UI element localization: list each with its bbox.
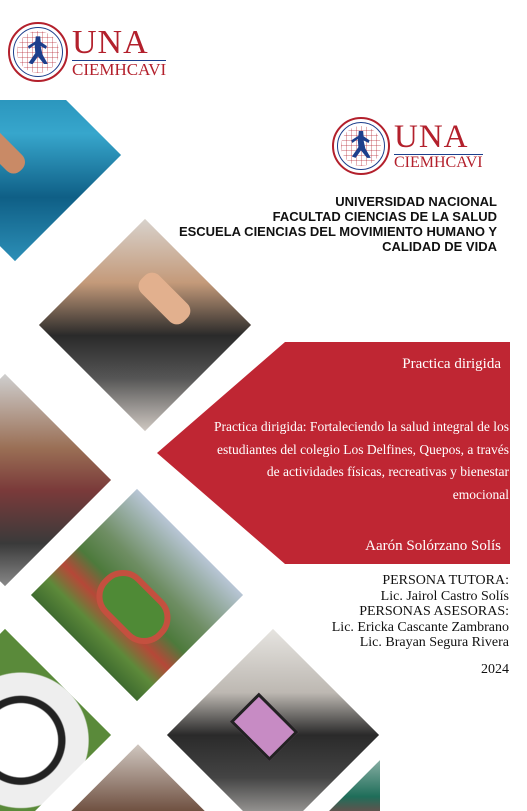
advisor-1-name: Lic. Ericka Cascante Zambrano	[331, 619, 509, 635]
advisor-2-name: Lic. Brayan Segura Rivera	[359, 635, 509, 650]
logo-wordmark	[394, 121, 483, 171]
photo-swimmer	[0, 100, 121, 261]
photo-camera	[167, 629, 379, 811]
year: 2024	[481, 662, 509, 677]
logo-ciemhcavi-text: CIEMHCAVI	[72, 60, 167, 79]
document-type-label: Practica dirigida	[402, 356, 501, 372]
una-logo-top	[8, 22, 166, 82]
logo-ciemhcavi-text: CIEMHCAVI	[394, 154, 483, 171]
logo-wordmark	[72, 26, 166, 78]
document-title: Practica dirigida: Fortaleciendo la salud integral de los estudiantes del colegio Los Delfines, Quepos, a través de actividades físicas, recreativas y bienestar emocional	[213, 419, 509, 502]
ciemhcavi-emblem-icon	[8, 22, 68, 82]
heading-university: UNIVERSIDAD NACIONAL	[335, 194, 497, 209]
heading-school-line2: CALIDAD DE VIDA	[382, 239, 497, 254]
advisors-label: PERSONAS ASESORAS:	[359, 604, 509, 619]
institution-heading	[179, 194, 497, 254]
heading-school-line1: ESCUELA CIENCIAS DEL MOVIMIENTO HUMANO Y	[178, 224, 497, 239]
logo-una-text: UNA	[394, 119, 469, 155]
logo-una-text: UNA	[72, 24, 149, 61]
tutor-name: Lic. Jairol Castro Solís	[380, 588, 509, 604]
tutor-label: PERSONA TUTORA:	[382, 573, 509, 588]
ciemhcavi-emblem-icon	[332, 117, 390, 175]
author-name: Aarón Solórzano Solís	[365, 538, 501, 554]
una-logo-main	[332, 117, 483, 175]
supervisors-block	[332, 573, 509, 651]
heading-faculty: FACULTAD CIENCIAS DE LA SALUD	[272, 209, 497, 224]
